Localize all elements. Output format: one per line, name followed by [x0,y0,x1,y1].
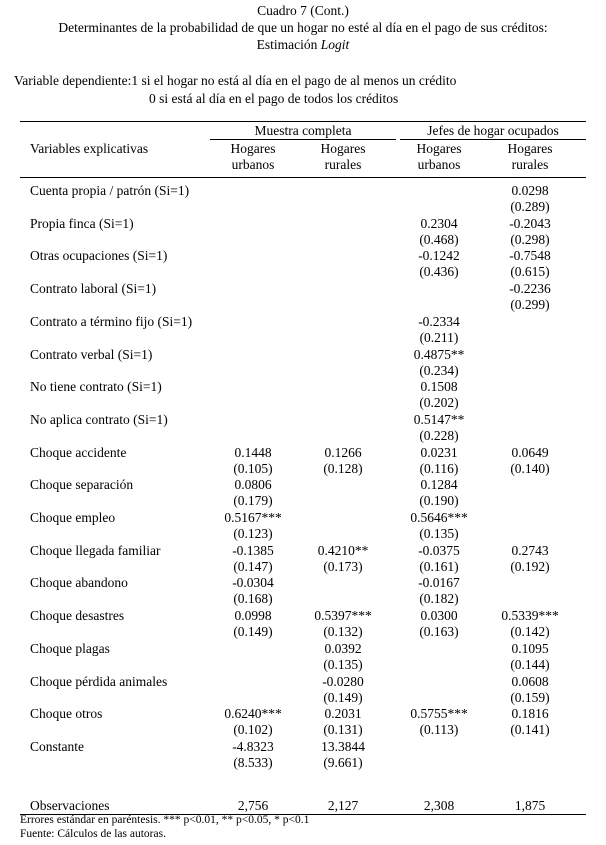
standard-error: (0.161) [419,558,459,574]
dependent-line-1: Variable dependiente:1 si el hogar no está al día en el pago de al menos un crédito [14,73,457,88]
estimate-cell [208,739,298,771]
standard-error: (0.163) [419,624,459,640]
table-row [0,674,606,707]
notes-significance: Errores estándar en paréntesis. *** p<0.01, ** p<0.05, * p<0.1 [20,814,310,826]
estimate-cell [394,248,484,280]
column-header-4: Hogares rurales [507,141,553,172]
dependent-line-2: 0 si está al día en el pago de todos los créditos [149,91,399,106]
estimate-cell [394,347,484,379]
coefficient: -0.1385 [232,542,274,558]
table-row [0,379,606,412]
coefficient: 0.5755*** [410,706,468,722]
estimate-cell [485,445,575,477]
estimate-cell [485,706,575,738]
standard-error: (0.135) [323,656,363,672]
row-label: No aplica contrato (Si=1) [30,411,168,427]
title-line-2: Determinantes de la probabilidad de que un hogar no esté al día en el pago de sus créditos: [58,20,548,35]
estimate-cell [208,575,298,607]
estimate-cell [298,543,388,575]
title-line-3-italic: Logit [320,37,350,52]
estimate-cell [394,379,484,411]
table-row [0,183,606,216]
header-rule [20,177,586,178]
table-row [0,543,606,576]
standard-error: (0.202) [419,395,459,411]
coefficient: 0.1095 [511,640,549,656]
coefficient: 0.0298 [511,183,549,198]
standard-error: (0.234) [419,362,459,378]
standard-error: (0.128) [323,460,363,476]
coefficient: 0.1266 [324,444,362,460]
coefficient: 0.1508 [420,379,458,395]
standard-error: (0.289) [510,199,550,214]
table-row [0,248,606,281]
table-row [0,739,606,772]
table-row [0,706,606,739]
standard-error: (0.228) [419,427,459,443]
table-row [0,347,606,380]
row-label: Choque otros [30,706,103,722]
coefficient: -0.0375 [418,542,460,558]
estimate-cell [208,543,298,575]
coefficient: -0.2043 [509,215,551,231]
coefficient: 0.0392 [324,640,362,656]
estimate-cell [485,248,575,280]
coefficient: 0.1284 [420,477,458,493]
estimate-cell [208,445,298,477]
row-label: Choque accidente [30,444,127,460]
row-label: Choque separación [30,477,134,493]
standard-error: (0.123) [233,526,273,541]
group-header-employed-heads: Jefes de hogar ocupados [427,123,559,138]
standard-error: (0.113) [419,722,459,738]
estimate-cell [394,412,484,444]
coefficient: 0.1816 [511,706,549,722]
standard-error: (0.298) [510,231,550,247]
standard-error: (0.131) [323,722,363,738]
standard-error: (0.182) [419,591,459,607]
coefficient: 0.6240*** [224,706,282,722]
standard-error: (0.173) [323,558,363,574]
estimate-cell [485,216,575,248]
estimate-cell [208,510,298,542]
estimate-cell [394,706,484,738]
dependent-variable-note [14,72,456,108]
coefficient: 0.0231 [420,444,458,460]
notes-source: Fuente: Cálculos de las autoras. [20,828,166,840]
estimate-cell [485,183,575,215]
observations-col-2: 2,127 [327,798,359,813]
variables-header: Variables explicativas [30,141,149,156]
table-row [0,575,606,608]
coefficient: 0.0649 [511,444,549,460]
standard-error: (0.149) [323,689,363,705]
observations-col-1: 2,756 [237,798,269,813]
table-row [0,216,606,249]
estimate-cell [394,608,484,640]
table-row [0,412,606,445]
column-header-3: Hogares urbanos [416,141,462,172]
standard-error: (0.190) [419,493,459,509]
coefficient: 0.4210** [317,542,369,558]
table-row [0,281,606,314]
table-row [0,641,606,674]
coefficient: 13.3844 [321,738,365,754]
standard-error: (0.211) [419,329,459,345]
table-row [0,445,606,478]
estimate-cell [208,608,298,640]
estimate-cell [485,543,575,575]
observations-col-4: 1,875 [514,798,546,813]
coefficient: -0.0304 [232,575,274,591]
row-label: Choque pérdida animales [30,673,168,689]
estimate-cell [485,281,575,313]
estimate-cell [208,706,298,738]
row-label: Choque plagas [30,640,110,656]
row-label: No tiene contrato (Si=1) [30,379,162,395]
table-row [0,510,606,543]
row-label: Choque abandono [30,575,128,591]
title-line-1: Cuadro 7 (Cont.) [257,3,349,18]
table-notes [20,813,309,841]
estimate-cell [394,314,484,346]
standard-error: (0.168) [233,591,273,607]
coefficient: 0.0998 [234,608,272,624]
standard-error: (0.144) [510,656,550,672]
row-label: Propia finca (Si=1) [30,215,134,231]
standard-error: (0.132) [323,624,363,640]
row-label: Contrato a término fijo (Si=1) [30,313,193,329]
table-row [0,314,606,347]
coefficient: -4.8323 [232,738,274,754]
coefficient: -0.1242 [418,248,460,264]
estimate-cell [394,477,484,509]
estimate-cell [485,641,575,673]
standard-error: (0.135) [419,526,459,541]
standard-error: (0.102) [233,722,273,738]
estimate-cell [298,706,388,738]
estimate-cell [394,543,484,575]
estimate-cell [394,445,484,477]
standard-error: (0.149) [233,624,273,640]
title-line-3-prefix: Estimación [256,37,321,52]
table-row [0,608,606,641]
coefficient: -0.2334 [418,313,460,329]
standard-error: (0.179) [233,493,273,509]
standard-error: (0.141) [510,722,550,738]
coefficient: 0.4875** [413,346,465,362]
standard-error: (0.192) [510,558,550,574]
coefficient: -0.0167 [418,575,460,591]
coefficient: -0.7548 [509,248,551,264]
coefficient: 0.1448 [234,444,272,460]
group-header-full-sample: Muestra completa [254,123,352,138]
coefficient: -0.2236 [509,281,551,297]
coefficient: 0.5397*** [314,608,372,624]
standard-error: (0.436) [419,264,459,280]
estimate-cell [298,739,388,771]
standard-error: (0.468) [419,231,459,247]
top-rule [20,121,586,122]
estimate-cell [208,477,298,509]
row-label: Constante [30,738,84,754]
table-title [0,2,606,53]
coefficient: -0.0280 [322,673,364,689]
coefficient: 0.5167*** [224,510,282,525]
observations-row [0,797,606,814]
standard-error: (0.615) [510,264,550,280]
row-label: Choque empleo [30,510,116,525]
table-row [0,477,606,510]
row-label: Choque desastres [30,608,125,624]
standard-error: (0.116) [419,460,459,476]
row-label: Contrato verbal (Si=1) [30,346,153,362]
standard-error: (0.147) [233,558,273,574]
estimate-cell [394,510,484,542]
standard-error: (0.140) [510,460,550,476]
estimate-cell [298,608,388,640]
estimate-cell [394,216,484,248]
title-line-3 [0,36,606,53]
group-underline-2 [400,139,586,140]
coefficient: 0.5646*** [410,510,468,525]
standard-error: (9.661) [323,754,363,770]
column-header-1: Hogares urbanos [230,141,276,172]
estimate-cell [485,608,575,640]
standard-error: (0.299) [510,297,550,313]
coefficient: 0.2031 [324,706,362,722]
row-label: Contrato laboral (Si=1) [30,281,157,297]
observations-col-3: 2,308 [423,798,455,813]
observations-label: Observaciones [30,798,110,813]
coefficient: 0.0806 [234,477,272,493]
standard-error: (0.142) [510,624,550,640]
standard-error: (8.533) [233,754,273,770]
estimate-cell [485,674,575,706]
coefficient: 0.2304 [420,215,458,231]
estimate-cell [298,641,388,673]
coefficient: 0.0300 [420,608,458,624]
group-underline-1 [210,139,396,140]
coefficient: 0.0608 [511,673,549,689]
estimate-cell [298,445,388,477]
standard-error: (0.105) [233,460,273,476]
row-label: Cuenta propia / patrón (Si=1) [30,183,190,198]
row-label: Otras ocupaciones (Si=1) [30,248,168,264]
estimate-cell [298,674,388,706]
coefficient: 0.2743 [511,542,549,558]
standard-error: (0.159) [510,689,550,705]
coefficient: 0.5147** [413,411,465,427]
estimate-cell [394,575,484,607]
coefficient: 0.5339*** [501,608,559,624]
column-header-2: Hogares rurales [320,141,366,172]
row-label: Choque llegada familiar [30,542,161,558]
